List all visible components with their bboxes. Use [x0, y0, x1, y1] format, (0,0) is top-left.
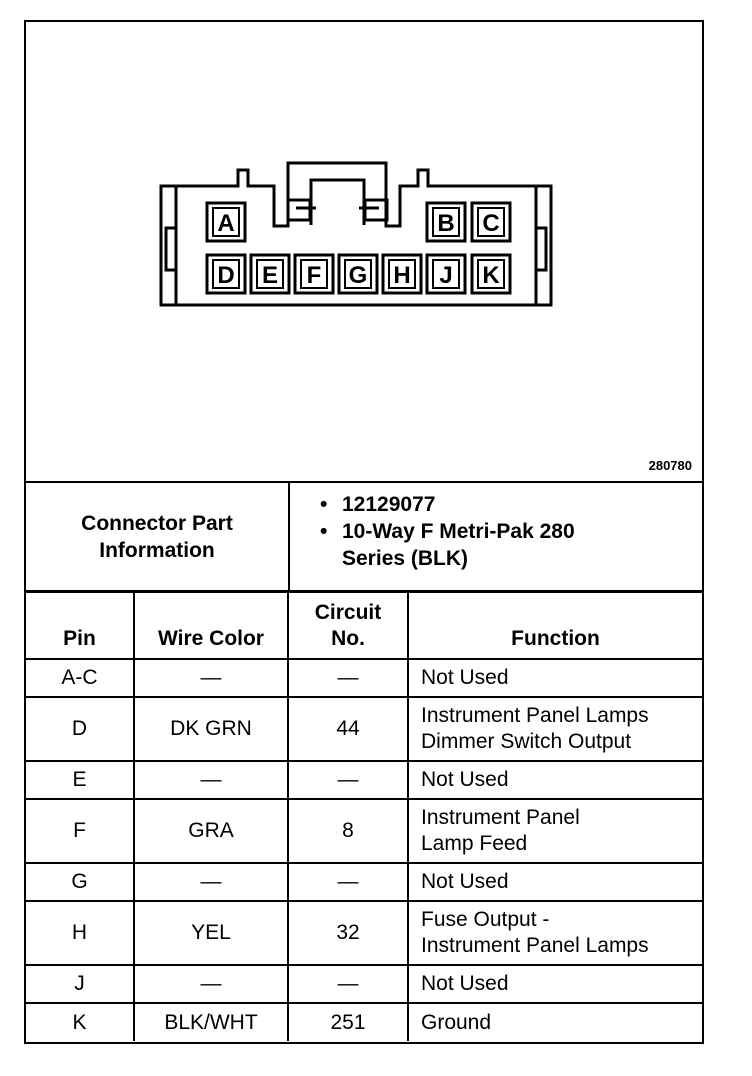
pin-cavity-a-label: A — [217, 210, 235, 237]
function-line2: Lamp Feed — [421, 832, 528, 855]
function-line1: Ground — [421, 1010, 492, 1034]
header-circuit-no — [288, 593, 408, 659]
table-header-row — [26, 593, 702, 659]
pin-cell: G — [26, 863, 134, 901]
pin-cavity-c-label: C — [482, 210, 500, 237]
pin-cavity-h — [383, 255, 421, 293]
header-wire-color: Wire Color — [134, 593, 288, 659]
table-row — [26, 863, 702, 901]
wire-color-cell: — — [134, 965, 288, 1003]
connector-face-drawing — [26, 22, 702, 481]
circuit-cell: 44 — [288, 697, 408, 761]
function-line1: Not Used — [421, 972, 509, 995]
wire-color-cell: — — [134, 761, 288, 799]
pin-cavity-g — [339, 255, 377, 293]
circuit-cell: 32 — [288, 901, 408, 965]
function-cell — [408, 799, 702, 863]
pin-cavity-a — [207, 203, 245, 241]
connector-description-line2: Series (BLK) — [342, 547, 469, 570]
function-cell — [408, 1003, 702, 1041]
wire-color-cell: — — [134, 863, 288, 901]
figure-id: 280780 — [648, 458, 692, 473]
header-circuit-line1: Circuit — [314, 601, 382, 624]
circuit-cell: — — [288, 965, 408, 1003]
header-pin: Pin — [26, 593, 134, 659]
part-info-label — [26, 483, 290, 590]
header-function: Function — [408, 593, 702, 659]
function-line1: Instrument Panel Lamps — [421, 704, 649, 727]
pinout-table — [26, 593, 702, 1041]
pin-cavity-h-label: H — [393, 262, 411, 289]
connector-part-info — [26, 483, 702, 593]
function-line2: Instrument Panel Lamps — [421, 934, 649, 957]
pin-cell: E — [26, 761, 134, 799]
function-line1: Fuse Output - — [421, 908, 550, 931]
function-line1: Not Used — [421, 768, 509, 791]
pin-cavity-j-label: J — [439, 262, 453, 289]
function-line2: Dimmer Switch Output — [421, 730, 632, 753]
part-info-label-line1: Connector Part — [81, 511, 233, 535]
table-row — [26, 659, 702, 697]
wire-color-cell: DK GRN — [134, 697, 288, 761]
wire-color-cell: YEL — [134, 901, 288, 965]
pin-cavity-e — [251, 255, 289, 293]
circuit-cell: — — [288, 761, 408, 799]
pin-cavity-j — [427, 255, 465, 293]
pin-cavity-k — [472, 255, 510, 293]
circuit-cell: — — [288, 863, 408, 901]
function-cell — [408, 965, 702, 1003]
function-cell — [408, 901, 702, 965]
pin-cell: H — [26, 901, 134, 965]
pin-cavity-g-label: G — [348, 262, 368, 289]
function-cell — [408, 863, 702, 901]
table-row — [26, 799, 702, 863]
connector-sheet — [24, 20, 704, 1044]
pin-cavity-f — [295, 255, 333, 293]
pin-cell: D — [26, 697, 134, 761]
pin-cavity-e-label: E — [261, 262, 279, 289]
function-cell — [408, 761, 702, 799]
pin-cell: J — [26, 965, 134, 1003]
circuit-cell: — — [288, 659, 408, 697]
pin-cell: K — [26, 1003, 134, 1041]
wire-color-cell: BLK/WHT — [134, 1003, 288, 1041]
connector-description — [316, 518, 575, 572]
pin-cavity-f-label: F — [306, 262, 322, 289]
header-circuit-line2: No. — [331, 627, 365, 650]
connector-diagram — [26, 22, 702, 483]
function-cell — [408, 697, 702, 761]
circuit-cell: 251 — [288, 1003, 408, 1041]
table-row — [26, 901, 702, 965]
pin-cell: F — [26, 799, 134, 863]
function-line1: Not Used — [421, 870, 509, 893]
connector-description-line1: 10-Way F Metri-Pak 280 — [342, 520, 575, 543]
part-number: • 12129077 — [316, 491, 575, 518]
part-info-label-line2: Information — [99, 538, 215, 562]
pin-cavity-d-label: D — [217, 262, 235, 289]
function-cell — [408, 659, 702, 697]
pin-cavity-b — [427, 203, 465, 241]
pin-cavity-b-label: B — [437, 210, 455, 237]
table-row — [26, 965, 702, 1003]
pin-cell: A-C — [26, 659, 134, 697]
table-row — [26, 697, 702, 761]
function-line1: Not Used — [421, 666, 509, 689]
pin-cavity-d — [207, 255, 245, 293]
pin-cavity-c — [472, 203, 510, 241]
table-row — [26, 1003, 702, 1041]
part-info-list — [316, 491, 575, 572]
circuit-cell: 8 — [288, 799, 408, 863]
table-row — [26, 761, 702, 799]
wire-color-cell: GRA — [134, 799, 288, 863]
pin-cavity-k-label: K — [482, 262, 500, 289]
wire-color-cell: — — [134, 659, 288, 697]
function-line1: Instrument Panel — [421, 806, 580, 829]
